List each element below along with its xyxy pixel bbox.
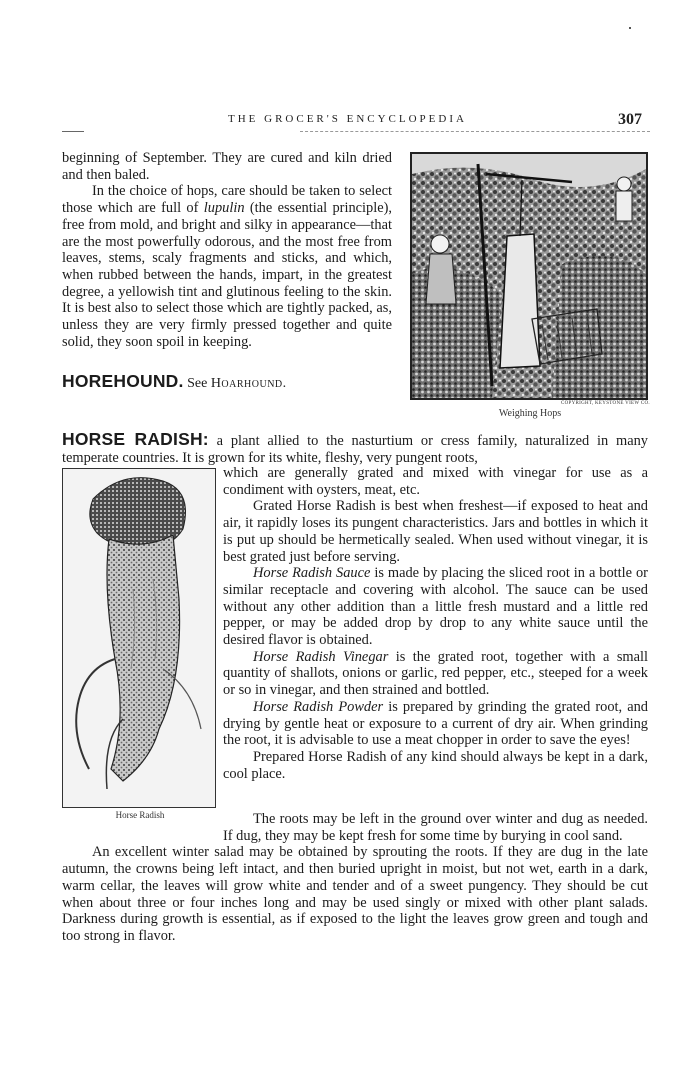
- header-rule-right: [300, 131, 650, 132]
- horse-radish-intro-text: a plant allied to the nasturtium or cress family, naturalized in many temperate countries. It is grown for its white, fleshy, very pungent roots,: [62, 433, 648, 466]
- print-speck: [629, 27, 631, 29]
- hop-field-illustration: [412, 154, 646, 398]
- horse-radish-powder-paragraph: [223, 699, 648, 749]
- horse-radish-figure: [62, 468, 218, 820]
- hops-text: In the choice of hops, care should be taken to select those which are full of: [62, 183, 392, 217]
- hops-paragraph-1: beginning of September. They are cured and kiln dried and then baled.: [62, 150, 392, 183]
- page-number: 307: [618, 111, 642, 128]
- horse-radish-vinegar-term: Horse Radish Vinegar: [253, 648, 389, 665]
- horehound-heading: HOREHOUND.: [62, 371, 184, 391]
- hops-paragraph-2: [62, 183, 392, 350]
- horse-radish-right-column: [223, 465, 648, 782]
- horse-radish-intro: [62, 431, 648, 466]
- winter-salad-paragraph: An excellent winter salad may be obtained by sprouting the roots. If they are dug in the late autumn, the crowns being left intact, and then buried upright in moist, but not wet, earth in a dark, warm cellar, the leaves will grow white and tender and of a sweet pungency. They should be cut when about three or four inches long and may be used singly or mixed with other plant salads. Darkness during growth is essential, as if exposed to the light the leaves grow green and tough and too strong in flavor.: [62, 844, 648, 944]
- powder-text: is prepared by grinding the grated root, and drying by gentle heat or exposure to a current of dry air. When grinding the root, it is advisable to use a meat chopper in order to save the eyes!: [223, 698, 648, 749]
- storage-paragraph: Prepared Horse Radish of any kind should always be kept in a dark, cool place.: [223, 748, 648, 782]
- horse-radish-powder-term: Horse Radish Powder: [253, 698, 384, 715]
- hops-text-column: [62, 150, 392, 350]
- weighing-hops-caption: Weighing Hops: [498, 408, 562, 419]
- lupulin-term: lupulin: [203, 200, 245, 217]
- hoarhound-cross-reference: Hoarhound.: [210, 376, 287, 391]
- roots-paragraph: The roots may be left in the ground over winter and dug as needed. If dug, they may be kept fresh for some time by burying in cool sand.: [223, 811, 648, 844]
- horse-radish-caption: Horse Radish: [115, 810, 165, 820]
- weighing-hops-photo: [410, 152, 648, 400]
- vinegar-text: is the grated root, together with a small quantity of shallots, onions or garlic, red pepper, etc., steeped for a week or so in vinegar, and then strained and bottled.: [223, 648, 648, 699]
- see-label: See: [187, 376, 208, 391]
- horse-radish-sauce-term: Horse Radish Sauce: [253, 565, 371, 582]
- running-title: THE GROCER'S ENCYCLOPEDIA: [228, 113, 467, 125]
- horse-radish-photo: [62, 468, 216, 808]
- horse-radish-illustration: [63, 469, 215, 807]
- horse-radish-sauce-paragraph: [223, 565, 648, 649]
- grated-horse-radish-paragraph: Grated Horse Radish is best when freshest—if exposed to heat and air, it rapidly loses its pungent characteristics. Jars and bottles in which it is put up should be hermetically sealed. When used without vinegar, it is best grated just before serving.: [223, 498, 648, 565]
- weighing-hops-figure: [410, 152, 650, 419]
- header-rule-left: [62, 131, 84, 132]
- sauce-text: is made by placing the sliced root in a bottle or similar receptacle and covering with alcohol. The sauce can be used without any other addition than a little fresh mustard and a little red pepper, or may be added drop by drop to any white sauce until the desired flavor is obtained.: [223, 565, 648, 649]
- horehound-entry: [62, 371, 402, 392]
- horse-radish-bottom-column: [62, 811, 648, 945]
- photo-credit: COPYRIGHT, KEYSTONE VIEW CO.: [560, 401, 650, 406]
- horse-radish-intro-continued: which are generally grated and mixed with vinegar for use as a condiment with oysters, meat, etc.: [223, 465, 648, 498]
- horse-radish-vinegar-paragraph: [223, 649, 648, 699]
- hops-text: (the essential principle), free from mold, and bright and silky in appearance—that are the most powerfully odorous, and the most free from leaves, stems, scaly fragments and sticks, and which, when rubbed between the hands, impart, in the greatest degree, a yellowish tint and glutinous feeling to the skin. It is best also to select those which are tightly packed, as, unless they are very firmly pressed together and quite solid, they soon spoil in keeping.: [62, 200, 392, 350]
- horse-radish-heading: HORSE RADISH:: [62, 429, 209, 449]
